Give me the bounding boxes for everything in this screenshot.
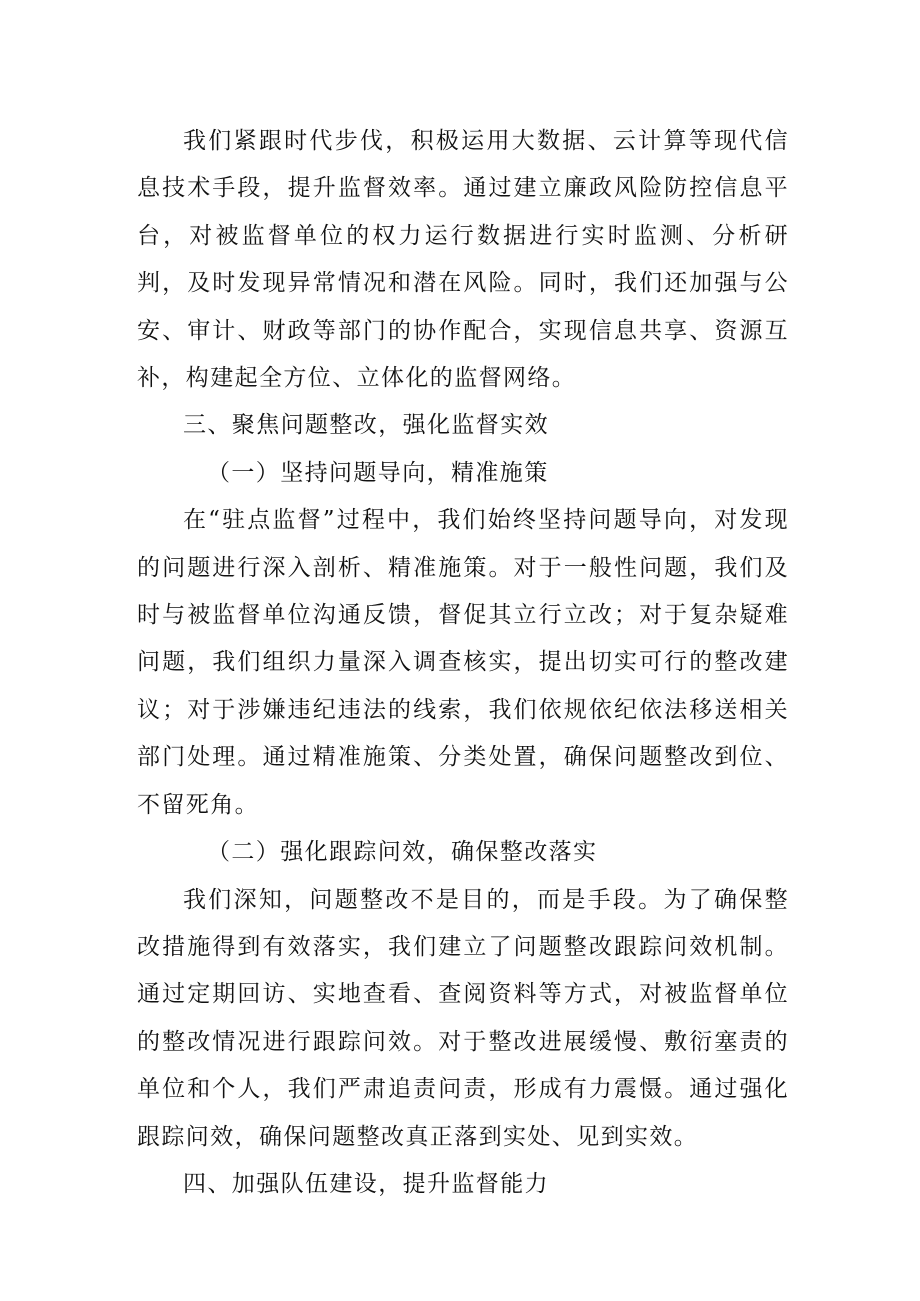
- paragraph-info-technology: 我们紧跟时代步伐，积极运用大数据、云计算等现代信息技术手段，提升监督效率。通过建立廉政风险防控信息平台，对被监督单位的权力运行数据进行实时监测、分析研判，及时发现异常情况和潜在风险。同时，我们还加强与公安、审计、财政等部门的协作配合，实现信息共享、资源互补，构建起全方位、立体化的监督网络。: [137, 128, 789, 392]
- paragraph-follow-up-accountability: 我们深知，问题整改不是目的，而是手段。为了确保整改措施得到有效落实，我们建立了问题整改跟踪问效机制。通过定期回访、实地查看、查阅资料等方式，对被监督单位的整改情况进行跟踪问效。对于整改进展缓慢、敷衍塞责的单位和个人，我们严肃追责问责，形成有力震慑。通过强化跟踪问效，确保问题整改真正落到实处、见到实效。: [137, 886, 789, 1150]
- subsection-heading-3-1: （一）坚持问题导向，精准施策: [207, 459, 549, 486]
- subsection-heading-3-2: （二）强化跟踪问效，确保整改落实: [207, 839, 598, 866]
- section-heading-4: 四、加强队伍建设，提升监督能力: [183, 1170, 549, 1197]
- section-heading-3: 三、聚焦问题整改，强化监督实效: [183, 412, 549, 439]
- document-body: [137, 118, 789, 1208]
- paragraph-problem-oriented: 在“驻点监督”过程中，我们始终坚持问题导向，对发现的问题进行深入剖析、精准施策。对于一般性问题，我们及时与被监督单位沟通反馈，督促其立行立改；对于复杂疑难问题，我们组织力量深入调查核实，提出切实可行的整改建议；对于涉嫌违纪违法的线索，我们依规依纪依法移送相关部门处理。通过精准施策、分类处置，确保问题整改到位、不留死角。: [137, 507, 789, 818]
